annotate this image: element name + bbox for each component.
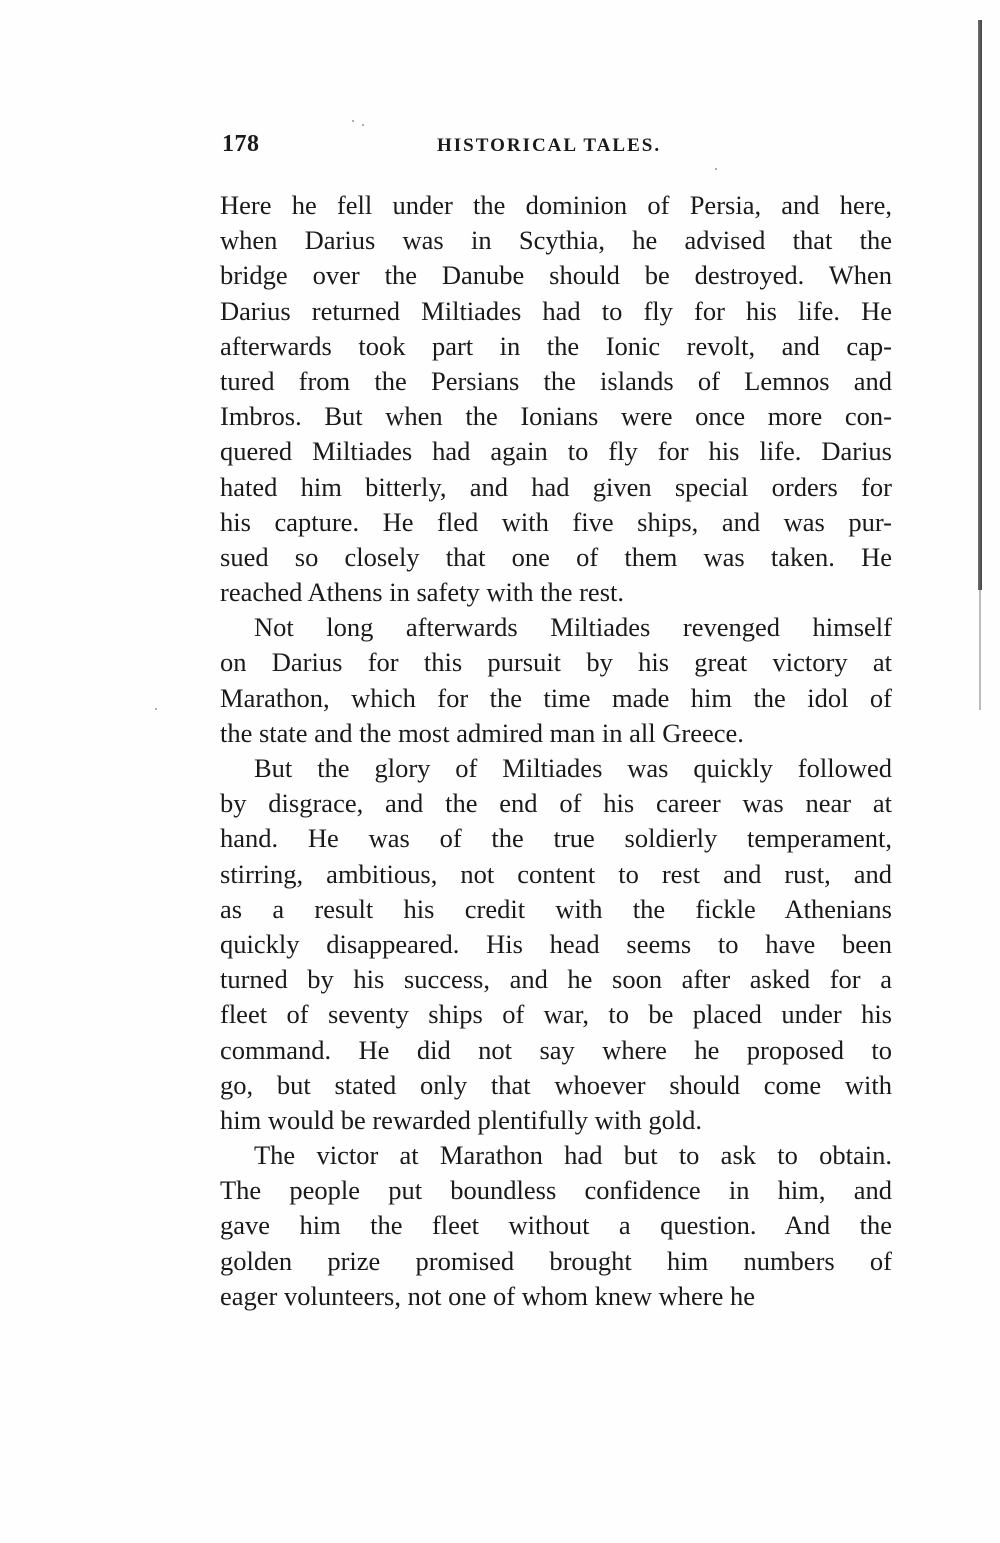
paragraph xyxy=(220,610,892,751)
page-edge-shadow xyxy=(978,20,982,590)
text-line: But the glory of Miltiades was quickly followed xyxy=(254,753,892,783)
text-line: quickly disappeared. His head seems to have been xyxy=(220,928,892,959)
print-speck xyxy=(155,708,157,710)
text-line: him would be rewarded plentifully with gold. xyxy=(220,1104,703,1135)
text-line: stirring, ambitious, not content to rest and rust, and xyxy=(220,858,892,889)
text-line: Imbros. But when the Ionians were once more con- xyxy=(220,401,892,432)
page-header xyxy=(222,131,892,167)
text-line: by disgrace, and the end of his career was near at xyxy=(220,788,892,819)
text-line: bridge over the Danube should be destroyed. When xyxy=(220,260,892,291)
text-line: Darius returned Miltiades had to fly for his life. He xyxy=(220,295,892,326)
text-line: fleet of seventy ships of war, to be placed under his xyxy=(220,999,892,1030)
text-line: command. He did not say where he proposed to xyxy=(220,1034,892,1065)
text-line: his capture. He fled with five ships, and was pur- xyxy=(220,506,892,537)
text-line: hated him bitterly, and had given special orders for xyxy=(220,471,892,502)
text-line: Not long afterwards Miltiades revenged himself xyxy=(254,612,892,643)
text-line: afterwards took part in the Ionic revolt, and cap- xyxy=(220,330,892,361)
text-line: on Darius for this pursuit by his great victory at xyxy=(220,647,892,678)
page-number: 178 xyxy=(222,131,260,157)
text-line: golden prize promised brought him numbers of xyxy=(220,1245,892,1276)
print-speck xyxy=(362,124,364,126)
text-line: sued so closely that one of them was taken. He xyxy=(220,541,892,572)
text-line: quered Miltiades had again to fly for his life. Darius xyxy=(220,436,892,467)
text-line: hand. He was of the true soldierly temperament, xyxy=(220,823,892,854)
text-line: the state and the most admired man in all Greece. xyxy=(220,717,744,748)
text-line: eager volunteers, not one of whom knew where he xyxy=(220,1280,755,1311)
text-line: The victor at Marathon had but to ask to obtain. xyxy=(254,1140,892,1171)
text-line: tured from the Persians the islands of Lemnos and xyxy=(220,365,892,396)
print-speck xyxy=(715,168,717,170)
print-speck xyxy=(352,120,354,122)
text-line: as a result his credit with the fickle Athenians xyxy=(220,893,892,924)
paragraph xyxy=(220,1138,892,1314)
text-line: turned by his success, and he soon after asked for a xyxy=(220,964,892,995)
running-head: HISTORICAL TALES. xyxy=(437,135,662,156)
paragraph xyxy=(220,751,892,1138)
body-text xyxy=(220,188,892,1314)
text-line: go, but stated only that whoever should come with xyxy=(220,1069,892,1100)
text-line: The people put boundless confidence in him, and xyxy=(220,1175,892,1206)
text-line: reached Athens in safety with the rest. xyxy=(220,577,624,608)
page-edge-shadow-lower xyxy=(979,590,981,710)
text-line: Marathon, which for the time made him the idol of xyxy=(220,682,892,713)
text-line: when Darius was in Scythia, he advised that the xyxy=(220,225,892,256)
text-line: gave him the fleet without a question. And the xyxy=(220,1210,892,1241)
text-line: Here he fell under the dominion of Persia, and here, xyxy=(220,190,892,220)
paragraph xyxy=(220,188,892,610)
